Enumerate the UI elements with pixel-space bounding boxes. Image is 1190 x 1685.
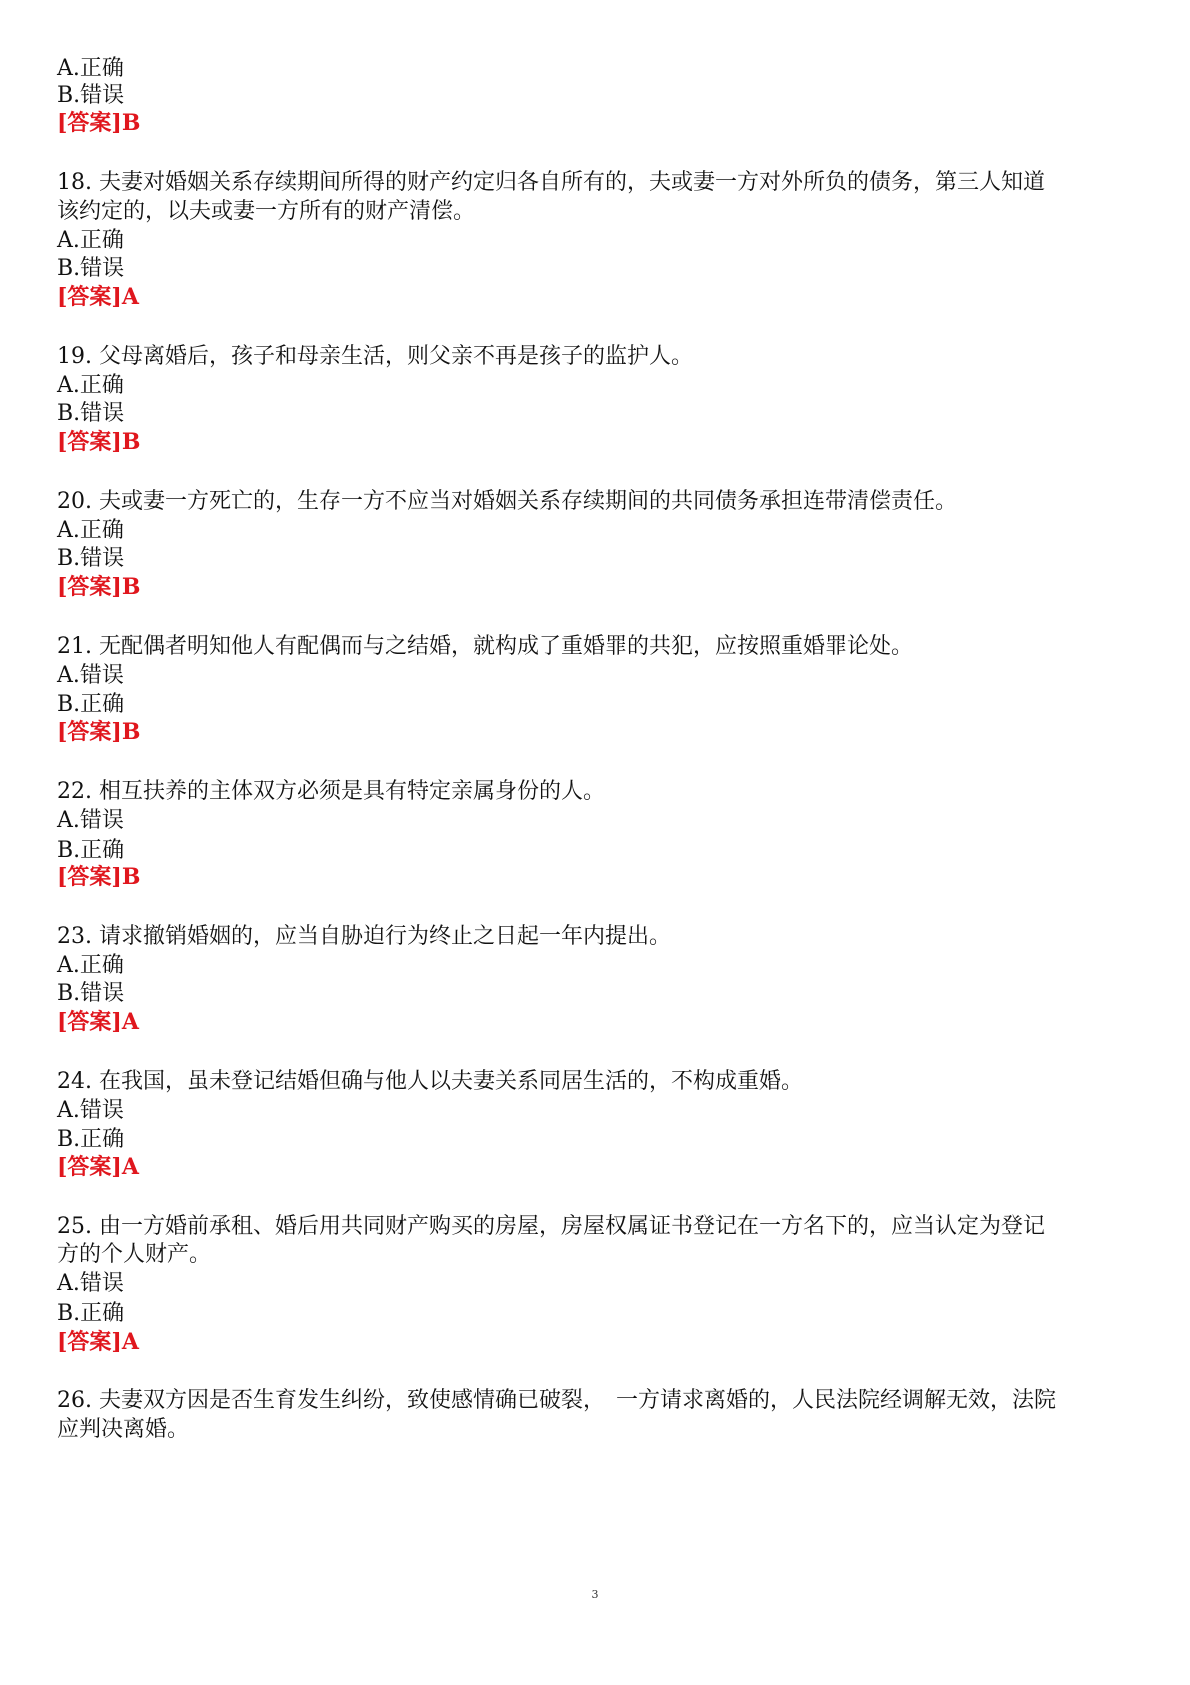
option-a: A.正确	[57, 56, 124, 81]
question-23-answer: [答案]A	[57, 1009, 139, 1035]
answer-label: [答案]B	[57, 110, 141, 136]
question-19-text: 19. 父母离婚后，孩子和母亲生活，则父亲不再是孩子的监护人。	[57, 344, 693, 369]
question-22-option-a: A.错误	[57, 808, 124, 833]
question-23-option-b: B.错误	[57, 981, 125, 1006]
question-25-option-b: B.正确	[57, 1301, 125, 1326]
question-25-text: 25. 由一方婚前承租、婚后用共同财产购买的房屋，房屋权属证书登记在一方名下的，应当认定为登记	[57, 1214, 1045, 1239]
question-22-answer: [答案]B	[57, 864, 141, 890]
question-22-option-b: B.正确	[57, 838, 125, 863]
question-18-answer: [答案]A	[57, 284, 139, 310]
question-19-option-b: B.错误	[57, 401, 125, 426]
question-25-text-cont: 方的个人财产。	[57, 1242, 212, 1267]
question-18-option-b: B.错误	[57, 256, 125, 281]
question-21-answer: [答案]B	[57, 719, 141, 745]
question-25-answer: [答案]A	[57, 1329, 139, 1355]
question-21-option-a: A.错误	[57, 663, 124, 688]
question-20-answer: [答案]B	[57, 574, 141, 600]
question-20-option-a: A.正确	[57, 518, 124, 543]
question-23-text: 23. 请求撤销婚姻的，应当自胁迫行为终止之日起一年内提出。	[57, 924, 671, 949]
question-24-option-a: A.错误	[57, 1098, 124, 1123]
question-22-text: 22. 相互扶养的主体双方必须是具有特定亲属身份的人。	[57, 779, 605, 804]
question-20-option-b: B.错误	[57, 546, 125, 571]
question-24-text: 24. 在我国，虽未登记结婚但确与他人以夫妻关系同居生活的，不构成重婚。	[57, 1069, 803, 1094]
question-19-option-a: A.正确	[57, 373, 124, 398]
question-24-option-b: B.正确	[57, 1127, 125, 1152]
question-24-answer: [答案]A	[57, 1154, 139, 1180]
question-23-option-a: A.正确	[57, 953, 124, 978]
question-25-option-a: A.错误	[57, 1271, 124, 1296]
question-26-text-cont: 应判决离婚。	[57, 1417, 190, 1442]
question-26-text: 26. 夫妻双方因是否生育发生纠纷，致使感情确已破裂， 一方请求离婚的，人民法院经调解无效，法院	[57, 1388, 1056, 1413]
option-b: B.错误	[57, 83, 125, 108]
question-20-text: 20. 夫或妻一方死亡的，生存一方不应当对婚姻关系存续期间的共同债务承担连带清偿责任。	[57, 489, 957, 514]
question-18-option-a: A.正确	[57, 228, 124, 253]
page-number: 3	[591, 1588, 599, 1601]
question-21-text: 21. 无配偶者明知他人有配偶而与之结婚，就构成了重婚罪的共犯，应按照重婚罪论处。	[57, 634, 913, 659]
question-21-option-b: B.正确	[57, 692, 125, 717]
question-19-answer: [答案]B	[57, 429, 141, 455]
question-18-text: 18. 夫妻对婚姻关系存续期间所得的财产约定归各自所有的，夫或妻一方对外所负的债务，第三人知道	[57, 170, 1045, 195]
question-18-text-cont: 该约定的，以夫或妻一方所有的财产清偿。	[57, 199, 476, 224]
